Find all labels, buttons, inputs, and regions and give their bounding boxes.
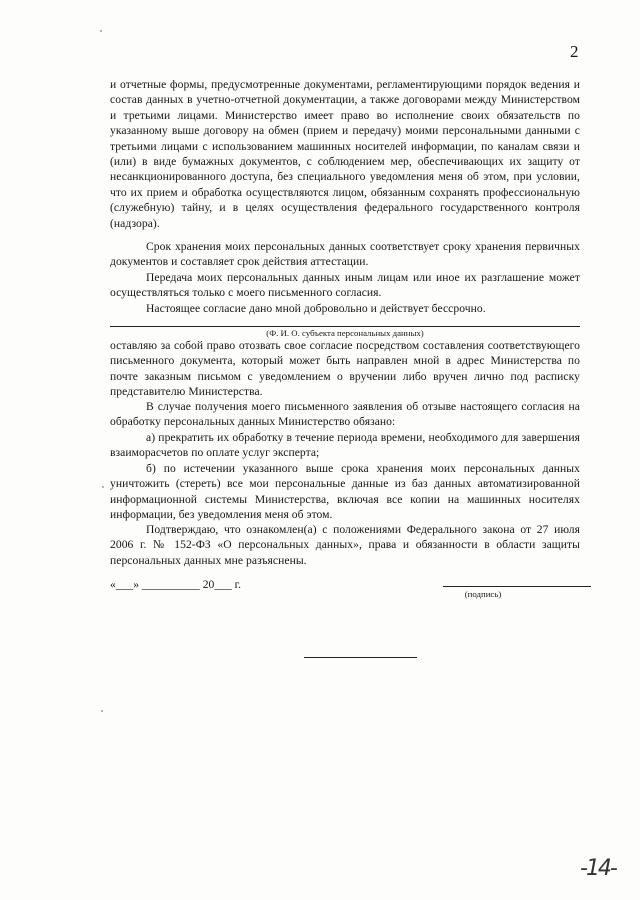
scan-speck	[101, 710, 103, 712]
consent-item-b: б) по истечении указанного выше срока хранения моих персональных данных уничтожить (стереть) все мои персональные данные из баз данных автоматизированной информационной системы Министерства, включая все копии на машинных носителях информации, без уведомления меня об этом.	[110, 462, 580, 522]
consent-paragraph-revoke: оставляю за собой право отозвать свое согласие посредством составления соответствующего письменного документа, который может быть направлен мной в адрес Министерства по почте заказным письмом с уведомлением о вручении либо вручен лично под расписку представителю Министерства.	[110, 339, 580, 399]
consent-paragraph-confirmation: Подтверждаю, что ознакомлен(а) с положениями Федерального закона от 27 июля 2006 г. № 152-ФЗ «О персональных данных», права и обязанности в области защиты персональных данных мне разъяснены.	[110, 523, 580, 567]
consent-paragraph-voluntary: Настоящее согласие дано мной добровольно и действует бессрочно.	[146, 302, 486, 315]
end-separator	[304, 657, 417, 658]
fio-caption: (Ф. И. О. субъекта персональных данных)	[266, 328, 424, 338]
consent-paragraph-storage: Срок хранения моих персональных данных соответствует сроку хранения первичных документов и составляет срок действия аттестации.	[110, 240, 580, 269]
page-number: 2	[570, 42, 579, 61]
consent-item-a: а) прекратить их обработку в течение периода времени, необходимого для завершения взаиморасчетов по оплате услуг эксперта;	[110, 431, 580, 460]
scan-speck	[100, 30, 102, 32]
handwritten-page-mark: -14-	[580, 856, 616, 881]
consent-paragraph-1: и отчетные формы, предусмотренные документами, регламентирующими порядок ведения и состав данных в учетно-отчетной документации, а также договорами между Министерством и третьими лицами. Министерство имеет право во исполнение своих обязательств по указанному выше договору на обмен (прием и передачу) моими персональными данными с третьими лицами с использованием машинных носителей информации, по каналам связи и (или) в виде бумажных документов, с соблюдением мер, обеспечивающих их защиту от несанкционированного доступа, без специального уведомления меня об этом, при условии, что их прием и обработка осуществляются лицом, обязанным сохранять профессиональную (служебную) тайну, и в целях осуществления федерального государственного контроля (надзора).	[110, 78, 580, 230]
consent-paragraph-withdrawal: В случае получения моего письменного заявления об отзыве настоящего согласия на обработку персональных данных Министерство обязано:	[110, 400, 580, 429]
scan-speck	[102, 486, 104, 488]
signature-caption: (подпись)	[464, 589, 502, 599]
date-field: «___» __________ 20___ г.	[110, 578, 241, 591]
consent-paragraph-transfer: Передача моих персональных данных иным лицам или иное их разглашение может осуществляться только с моего письменного согласия.	[110, 271, 580, 300]
signature-line	[443, 586, 591, 587]
fio-line	[110, 326, 580, 327]
